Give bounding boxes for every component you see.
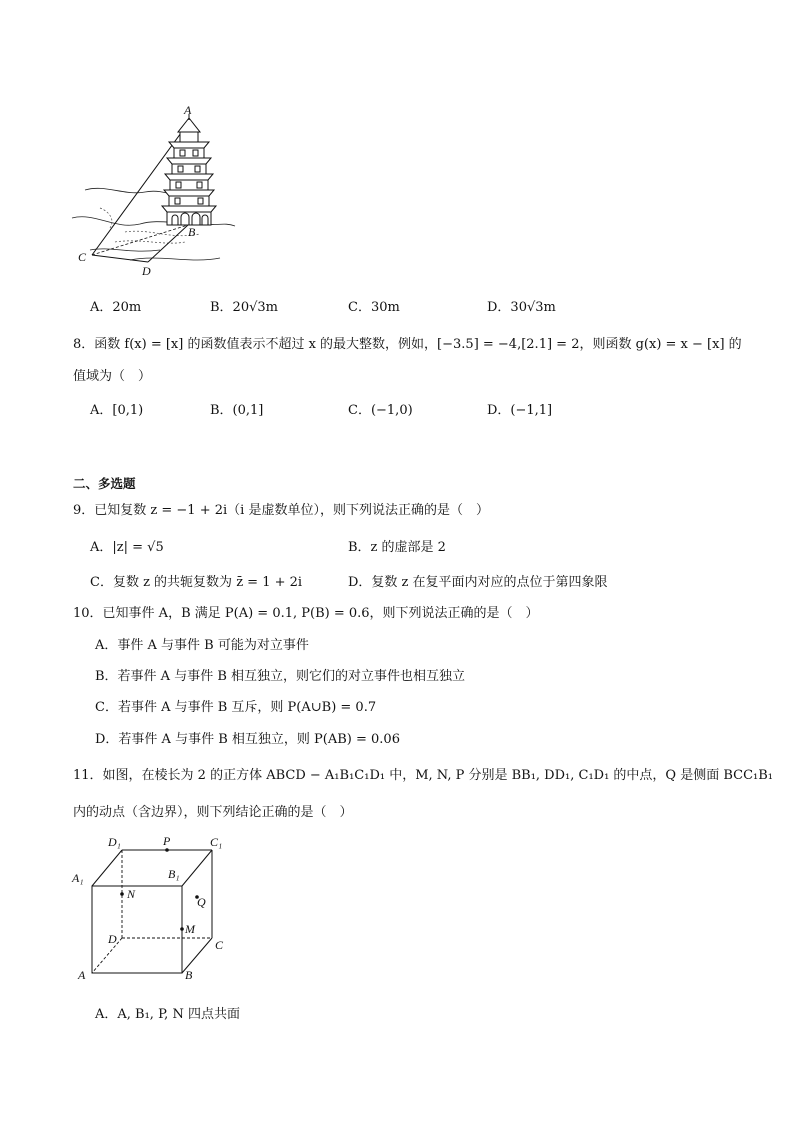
q9-option-d: D．复数 z 在复平面内对应的点位于第四象限: [348, 575, 608, 590]
q10-option-b: B．若事件 A 与事件 B 相互独立，则它们的对立事件也相互独立: [95, 669, 466, 684]
q8-stem-line2: 值域为（ ）: [73, 369, 152, 384]
q10-option-a: A．事件 A 与事件 B 可能为对立事件: [95, 638, 309, 653]
q11-option-a: A．A, B₁, P, N 四点共面: [95, 1007, 240, 1022]
q10-option-d: D．若事件 A 与事件 B 相互独立，则 P(AB) = 0.06: [95, 732, 400, 747]
line-CB: [92, 225, 188, 255]
cube-label-N: N: [127, 887, 136, 901]
q11-stem-line1: 11．如图，在棱长为 2 的正方体 ABCD − A₁B₁C₁D₁ 中，M, N, P 分别是 BB₁, DD₁, C₁D₁ 的中点，Q 是侧面 BCC₁B₁: [73, 768, 774, 783]
cube-label-Q: Q: [197, 895, 206, 909]
q10-option-c: C．若事件 A 与事件 B 互斥，则 P(A∪B) = 0.7: [95, 700, 377, 715]
pagoda-label-B: B: [188, 225, 196, 239]
cube-label-B1: B₁: [168, 867, 180, 881]
q9-option-b: B．z 的虚部是 2: [348, 540, 446, 555]
q9-option-a: A．|z| = √5: [90, 540, 164, 555]
q8-option-d: D．(−1,1]: [487, 403, 553, 418]
pagoda-label-C: C: [78, 250, 87, 264]
q10-stem: 10．已知事件 A，B 满足 P(A) = 0.1, P(B) = 0.6，则下列说法正确的是（ ）: [73, 606, 539, 621]
cube-label-C1: C₁: [210, 835, 223, 849]
cube-label-A: A: [78, 968, 86, 982]
q7-option-a: A．20m: [90, 300, 142, 315]
cube-label-D1: D₁: [108, 835, 121, 849]
cube-label-B: B: [185, 968, 193, 982]
q8-stem-line1: 8．函数 f(x) = [x] 的函数值表示不超过 x 的最大整数，例如，[−3.5] = −4,[2.1] = 2，则函数 g(x) = x − [x] 的: [73, 337, 742, 352]
q9-option-c: C．复数 z 的共轭复数为 z̄ = 1 + 2i: [90, 575, 303, 590]
point-P: [165, 848, 169, 852]
q11-stem-line2: 内的动点（含边界），则下列结论正确的是（ ）: [73, 805, 353, 820]
q9-stem: 9．已知复数 z = −1 + 2i（i 是虚数单位），则下列说法正确的是（ ）: [73, 503, 489, 518]
point-M: [180, 927, 184, 931]
cube-figure: [70, 830, 240, 985]
pagoda-label-A: A: [184, 103, 192, 117]
cube-label-A1: A₁: [72, 871, 84, 885]
point-N: [120, 892, 124, 896]
q7-option-b: B．20√3m: [210, 300, 278, 315]
q8-option-b: B．(0,1]: [210, 403, 264, 418]
q8-option-a: A．[0,1): [90, 403, 144, 418]
q8-option-c: C．(−1,0): [348, 403, 413, 418]
pagoda-figure: [70, 100, 240, 280]
q7-option-d: D．30√3m: [487, 300, 556, 315]
q7-option-c: C．30m: [348, 300, 400, 315]
cube-label-D: D: [108, 932, 117, 946]
pagoda-drawing: [162, 114, 216, 225]
cube-label-M: M: [185, 922, 195, 936]
cube-label-P: P: [163, 834, 171, 848]
line-DB: [148, 225, 188, 262]
cube-label-C: C: [215, 938, 224, 952]
section-heading: 二、多选题: [73, 476, 136, 491]
pagoda-label-D: D: [142, 264, 151, 278]
